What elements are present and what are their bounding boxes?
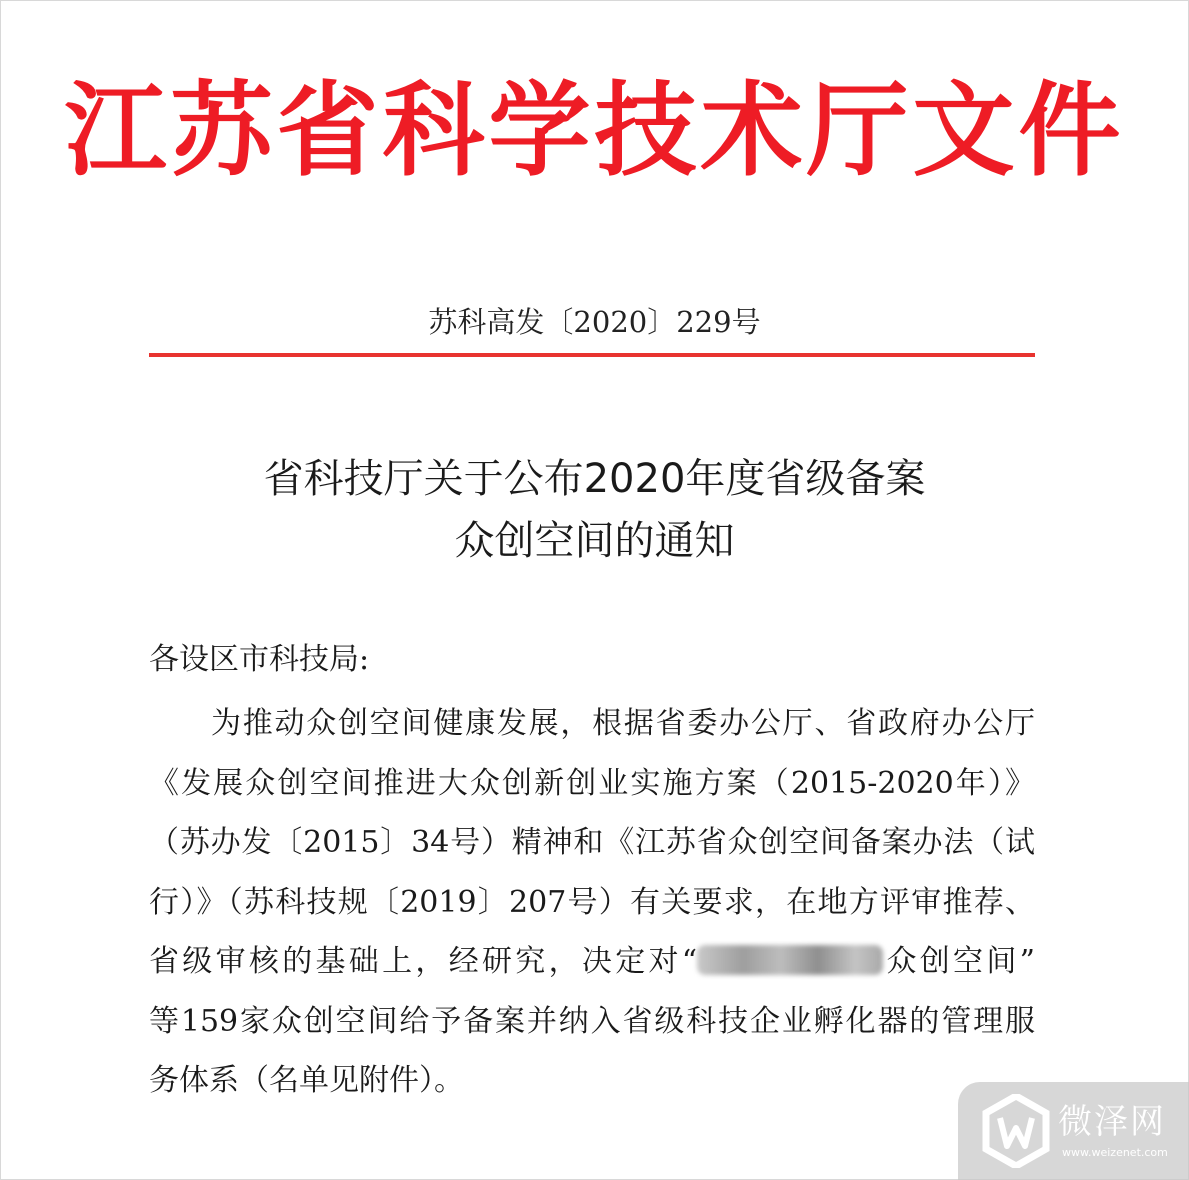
body-line-1: 为推动众创空间健康发展，根据省委办公厅、省政府办公厅 — [211, 706, 1035, 741]
body-line-3: （苏办发〔2015〕34号）精神和《江苏省众创空间备案办法（试 — [149, 825, 1035, 860]
weize-logo-icon — [982, 1094, 1050, 1168]
body-line-7: 务体系（名单见附件）。 — [149, 1063, 464, 1098]
watermark-site-name: 微泽网 — [1058, 1102, 1166, 1142]
body-line-5-end: 众创空间” — [883, 944, 1035, 979]
body-line-5-start: 省级审核的基础上，经研究，决定对“ — [149, 944, 698, 979]
site-watermark — [958, 1082, 1189, 1180]
watermark-site-url: www.weizenet.com — [1062, 1146, 1168, 1159]
salutation: 各设区市科技局: — [149, 642, 370, 677]
title-line-1: 省科技厅关于公布2020年度省级备案 — [263, 456, 926, 502]
body-line-2: 《发展众创空间推进大众创新创业实施方案（2015-2020年）》 — [149, 765, 1035, 801]
body-line-5 — [149, 932, 1035, 992]
document-title — [0, 448, 1189, 572]
body-paragraph — [149, 694, 1035, 1111]
body-line-4: 行）》（苏科技规〔2019〕207号）有关要求，在地方评审推荐、 — [149, 884, 1035, 920]
redacted-name — [697, 945, 883, 975]
red-divider-rule — [149, 353, 1035, 357]
title-line-2: 众创空间的通知 — [454, 518, 735, 564]
document-number: 苏科高发〔2020〕229号 — [428, 305, 761, 339]
document-masthead: 江苏省科学技术厅文件 — [64, 72, 1125, 191]
body-line-6: 等159家众创空间给予备案并纳入省级科技企业孵化器的管理服 — [149, 1003, 1035, 1039]
